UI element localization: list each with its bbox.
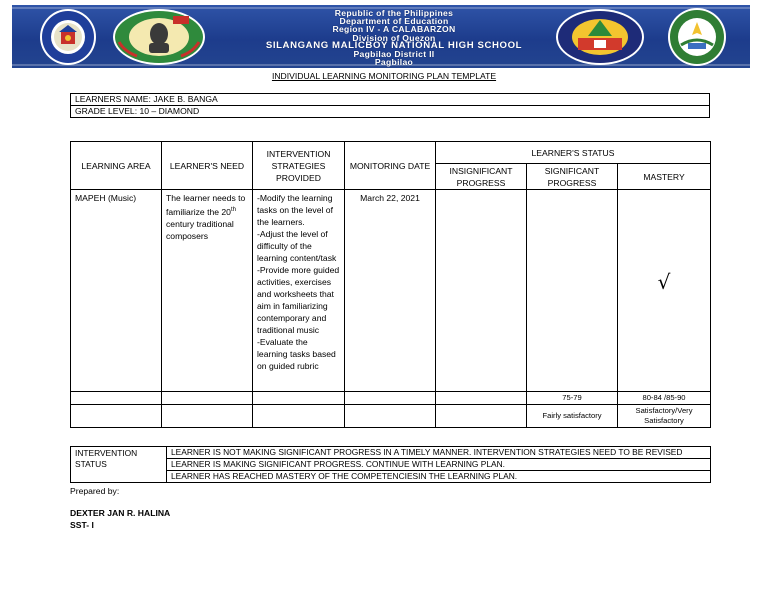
banner-line-republic: Republic of the Philippines [334,8,454,18]
header-mastery: MASTERY [618,164,711,190]
cell-intervention-strategies [253,190,345,392]
header-row-1 [71,142,711,164]
table-row [71,190,711,392]
learner-name: LEARNERS NAME: JAKE B. BANGA [71,94,710,106]
cell-significant-progress [527,190,618,392]
cell-mastery [618,190,711,392]
banner-line-district: Pagbilao District II [353,49,435,60]
cell-learners-need [162,190,253,392]
status-row [71,447,711,459]
signatory-name: DEXTER JAN R. HALINA [70,508,171,518]
header-learners-status: LEARNER'S STATUS [436,142,711,164]
rating-empty-cell [253,405,345,428]
banner-line-school: SILANGANG MALICBOY NATIONAL HIGH SCHOOL [265,39,523,51]
cell-learning-area: MAPEH (Music) [71,190,162,392]
scale-empty-cell [71,392,162,405]
banner-line-town: Pagbilao [374,57,414,68]
rating-empty-cell [345,405,436,428]
banner-line-division: Division of Quezon [352,32,436,43]
learner-info-table [70,93,710,118]
header-banner [12,5,750,68]
banner-line-department: Department of Education [339,16,449,27]
header-insignificant-progress: INSIGNIFICANT PROGRESS [436,164,527,190]
strategy-item: -Provide more guided activities, exercises and worksheets that aim in familiarizing contemporary and traditional music [257,265,340,335]
header-significant-progress: SIGNIFICANT PROGRESS [527,164,618,190]
rating-significant: Fairly satisfactory [527,405,618,428]
scale-empty-cell [436,392,527,405]
strategy-item: -Evaluate the learning tasks based on guided rubric [257,337,336,371]
header-learning-area: LEARNING AREA [71,142,162,190]
rating-empty-cell [436,405,527,428]
scale-empty-cell [162,392,253,405]
header-intervention-strategies: INTERVENTION STRATEGIES PROVIDED [253,142,345,190]
grade-level: GRADE LEVEL: 10 – DIAMOND [71,106,710,118]
scale-empty-cell [253,392,345,405]
pagbilao-district-logo [554,8,646,66]
learner-name-row [71,94,710,106]
need-superscript: th [230,207,236,213]
status-row [71,471,711,483]
banner-text [234,9,554,66]
scale-row [71,392,711,405]
header-learners-need: LEARNER'S NEED [162,142,253,190]
signatory-block [70,507,170,531]
status-significant: LEARNER IS MAKING SIGNIFICANT PROGRESS. CONTINUE WITH LEARNING PLAN. [167,459,711,471]
cell-monitoring-date: March 22, 2021 [345,190,436,392]
mastery-check-icon: √ [657,270,671,294]
strategy-item: -Adjust the level of difficulty of the learning content/task [257,229,337,263]
rating-row [71,405,711,428]
monitoring-table [70,141,711,428]
school-seal-logo [648,7,746,67]
status-label: INTERVENTION STATUS [71,447,167,483]
need-text-start: The learner needs to familiarize the 20 [166,193,246,217]
deped-seal-logo [27,8,109,66]
cell-insignificant-progress [436,190,527,392]
signatory-position: SST- I [70,520,94,530]
scale-empty-cell [345,392,436,405]
need-text-end: century traditional composers [166,218,234,241]
status-mastery: LEARNER HAS REACHED MASTERY OF THE COMPETENCIESIN THE LEARNING PLAN. [167,471,711,483]
intervention-status-table [70,446,711,483]
deped-division-logo [111,8,207,66]
prepared-by-label: Prepared by: [70,486,120,496]
grade-level-row [71,106,710,118]
rating-mastery: Satisfactory/Very Satisfactory [618,405,711,428]
status-row [71,459,711,471]
strategy-item: -Modify the learning tasks on the level of the learners. [257,193,333,227]
rating-empty-cell [71,405,162,428]
header-monitoring-date: MONITORING DATE [345,142,436,190]
scale-mastery: 80-84 /85-90 [618,392,711,405]
rating-empty-cell [162,405,253,428]
banner-line-region: Region IV - A CALABARZON [332,24,456,35]
status-not-significant: LEARNER IS NOT MAKING SIGNIFICANT PROGRESS IN A TIMELY MANNER. INTERVENTION STRATEGIES NEED TO BE REVISED [167,447,711,459]
scale-significant: 75-79 [527,392,618,405]
document-title: INDIVIDUAL LEARNING MONITORING PLAN TEMPLATE [271,71,497,81]
